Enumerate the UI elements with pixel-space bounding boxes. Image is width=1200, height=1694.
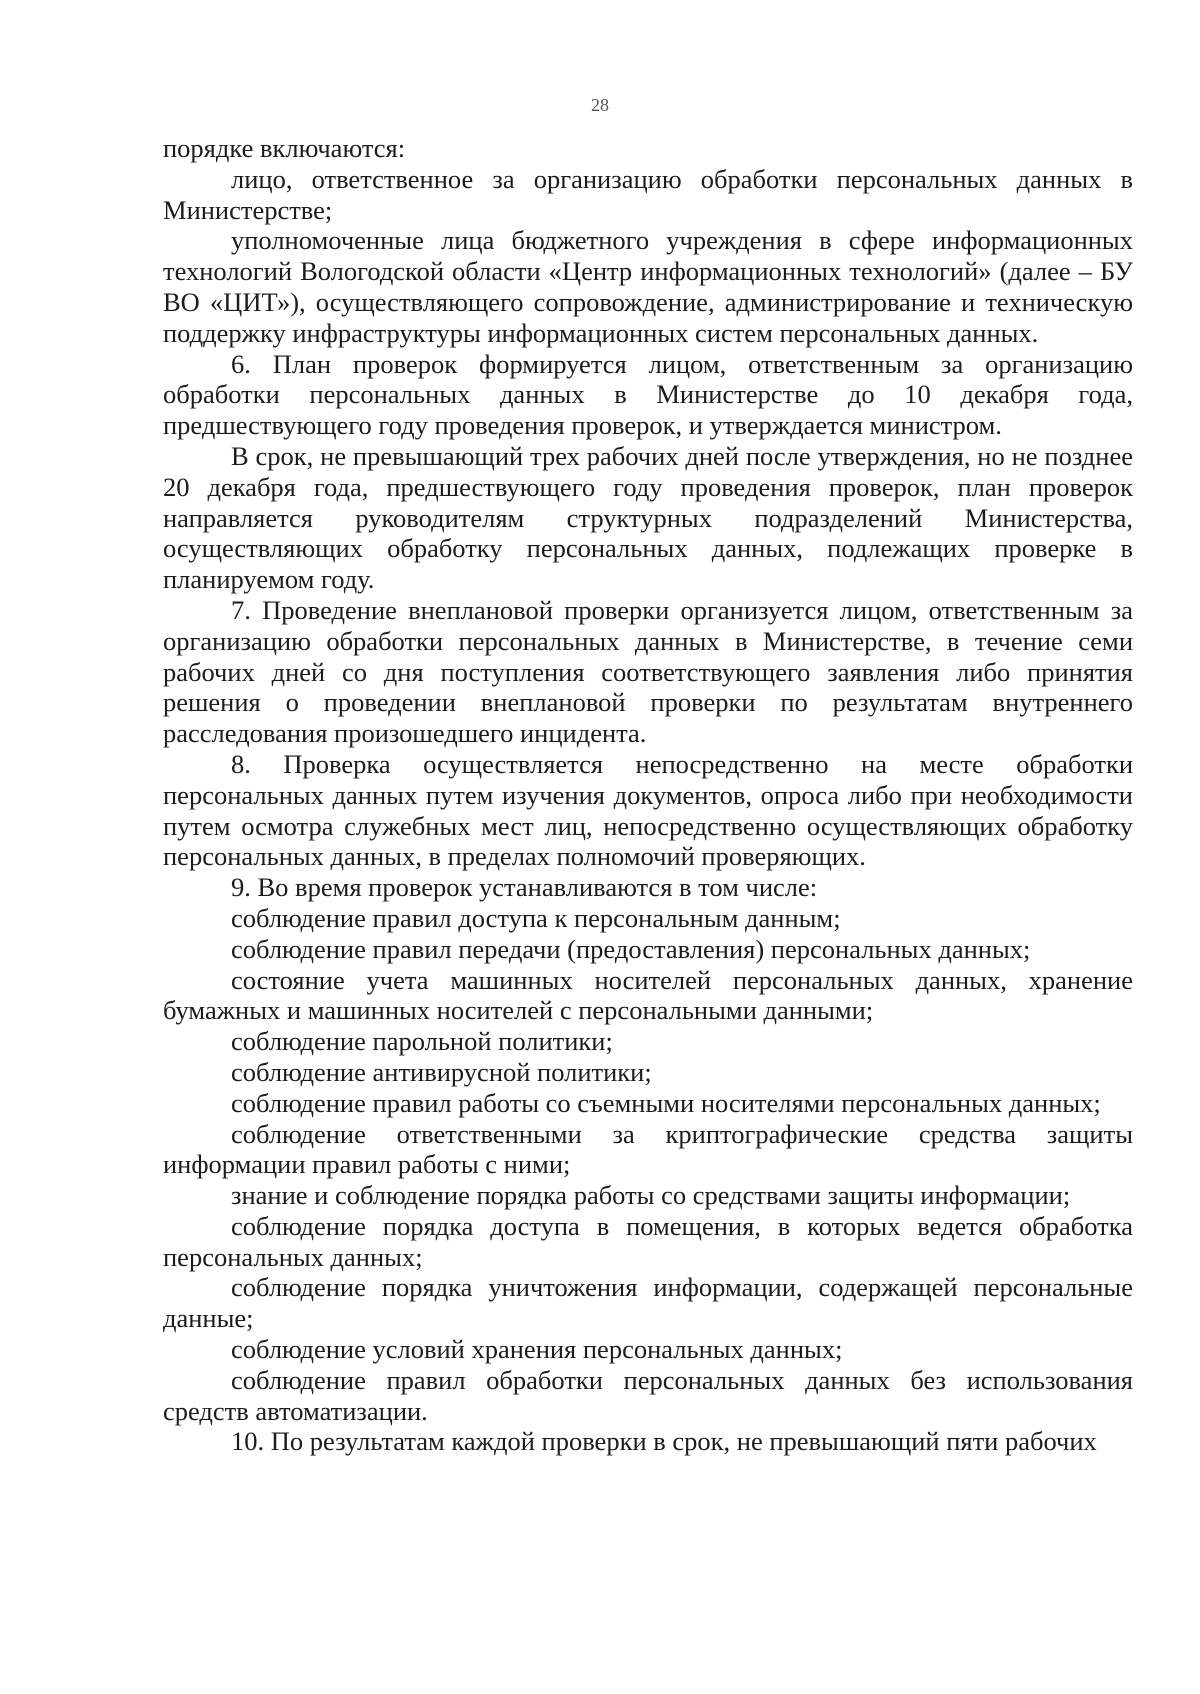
paragraph: порядке включаются: <box>163 133 406 163</box>
page-number: 28 <box>591 95 609 115</box>
list-item: соблюдение порядка доступа в помещения, в которых ведется обработка персональных данных; <box>163 1210 1133 1272</box>
paragraph: 6. План проверок формируется лицом, ответственным за организацию обработки персональных данных в Министерстве до 10 декабря года, предшествующего году проведения проверок, и утверждается министром. <box>163 348 1133 441</box>
document-body <box>163 133 1133 1457</box>
paragraph: 8. Проверка осуществляется непосредственно на месте обработки персональных данных путем изучения документов, опроса либо при необходимости путем осмотра служебных мест лиц, непосредственно осуществляющих обработку персональных данных, в пределах полномочий проверяющих. <box>163 748 1133 872</box>
list-item: соблюдение правил обработки персональных данных без использования средств автоматизации. <box>163 1364 1133 1426</box>
paragraph: 9. Во время проверок устанавливаются в том числе: <box>231 872 818 903</box>
list-item: соблюдение правил работы со съемными носителями персональных данных; <box>231 1087 1101 1118</box>
list-item: соблюдение ответственными за криптографические средства защиты информации правил работы с ними; <box>163 1118 1133 1180</box>
paragraph: 10. По результатам каждой проверки в срок, не превышающий пяти рабочих <box>231 1426 1097 1457</box>
list-item: состояние учета машинных носителей персональных данных, хранение бумажных и машинных носителей с персональными данными; <box>163 964 1133 1026</box>
list-item: соблюдение правил доступа к персональным данным; <box>231 902 841 933</box>
list-item: соблюдение правил передачи (предоставления) персональных данных; <box>231 933 1031 964</box>
list-item: соблюдение антивирусной политики; <box>231 1056 652 1087</box>
list-item: соблюдение парольной политики; <box>231 1026 613 1057</box>
paragraph: 7. Проведение внеплановой проверки организуется лицом, ответственным за организацию обработки персональных данных в Министерстве, в течение семи рабочих дней со дня поступления соответствующего заявления либо принятия решения о проведении внеплановой проверки по результатам внутреннего расследования произошедшего инцидента. <box>163 594 1133 749</box>
list-item: соблюдение условий хранения персональных данных; <box>231 1334 843 1365</box>
list-item: соблюдение порядка уничтожения информации, содержащей персональные данные; <box>163 1272 1133 1334</box>
paragraph: лицо, ответственное за организацию обработки персональных данных в Министерстве; <box>163 163 1133 225</box>
list-item: знание и соблюдение порядка работы со средствами защиты информации; <box>231 1180 1071 1211</box>
paragraph: уполномоченные лица бюджетного учреждения в сфере информационных технологий Вологодской области «Центр информационных технологий» (далее – БУ ВО «ЦИТ»), осуществляющего сопровождение, администрирование и техническую поддержку инфраструктуры информационных систем персональных данных. <box>163 225 1133 348</box>
paragraph: В срок, не превышающий трех рабочих дней после утверждения, но не позднее 20 декабря года, предшествующего году проведения проверок, план проверок направляется руководителям структурных подразделений Министерства, осуществляющих обработку персональных данных, подлежащих проверке в планируемом году. <box>163 440 1133 595</box>
